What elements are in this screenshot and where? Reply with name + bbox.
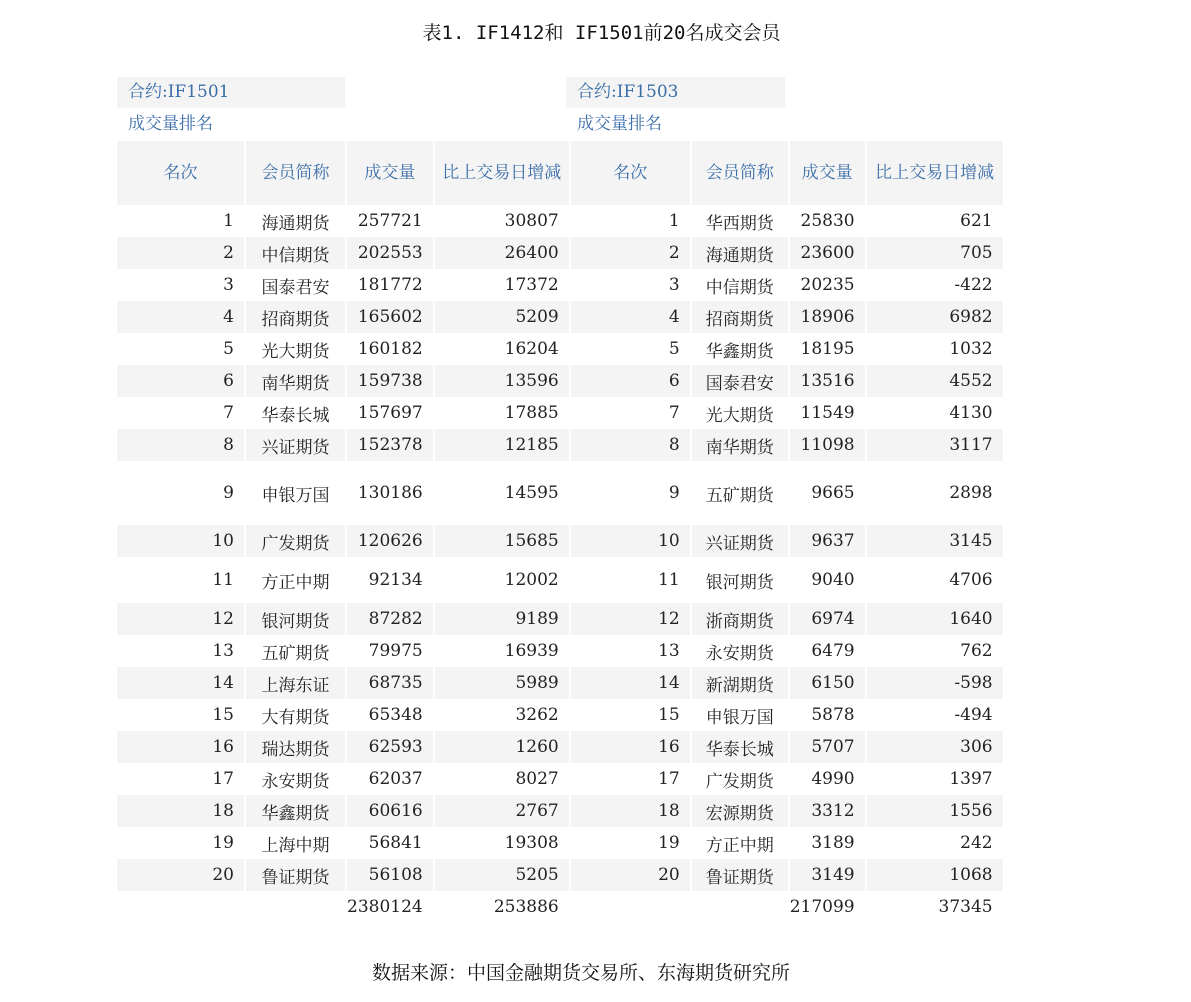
volume-cell: 257721 <box>346 205 434 237</box>
member-cell: 国泰君安 <box>691 365 789 397</box>
table-row <box>117 763 1004 795</box>
volume-cell: 159738 <box>346 365 434 397</box>
rank-cell: 4 <box>570 301 691 333</box>
volume-cell: 20235 <box>789 269 866 301</box>
rank-cell: 17 <box>570 763 691 795</box>
volume-cell: 56108 <box>346 859 434 891</box>
volume-cell: 9040 <box>789 557 866 603</box>
header-rank: 名次 <box>117 141 245 205</box>
rank-cell: 8 <box>117 429 245 461</box>
table-row <box>117 269 1004 301</box>
rank-cell: 4 <box>117 301 245 333</box>
table-row <box>117 731 1004 763</box>
member-cell: 申银万国 <box>245 461 346 525</box>
change-cell: 30807 <box>434 205 570 237</box>
member-cell: 招商期货 <box>245 301 346 333</box>
volume-cell: 3189 <box>789 827 866 859</box>
volume-cell: 120626 <box>346 525 434 557</box>
change-cell: 5209 <box>434 301 570 333</box>
change-cell: 26400 <box>434 237 570 269</box>
member-cell: 新湖期货 <box>691 667 789 699</box>
rank-cell: 11 <box>570 557 691 603</box>
rank-cell: 11 <box>117 557 245 603</box>
change-cell: 3145 <box>866 525 1004 557</box>
rank-cell: 12 <box>117 603 245 635</box>
table-row <box>117 429 1004 461</box>
member-cell: 中信期货 <box>245 237 346 269</box>
table-row <box>117 699 1004 731</box>
member-cell: 华西期货 <box>691 205 789 237</box>
member-cell: 申银万国 <box>691 699 789 731</box>
member-cell: 广发期货 <box>691 763 789 795</box>
rank-cell: 6 <box>570 365 691 397</box>
volume-cell: 181772 <box>346 269 434 301</box>
member-cell: 大有期货 <box>245 699 346 731</box>
change-cell: 705 <box>866 237 1004 269</box>
volume-cell: 4990 <box>789 763 866 795</box>
member-cell: 永安期货 <box>245 763 346 795</box>
left-ranking-label: 成交量排名 <box>128 114 213 134</box>
header-rank: 名次 <box>570 141 691 205</box>
change-cell: 16939 <box>434 635 570 667</box>
table-title: 表1. IF1412和 IF1501前20名成交会员 <box>422 22 781 44</box>
volume-cell: 9637 <box>789 525 866 557</box>
volume-cell: 79975 <box>346 635 434 667</box>
header-change: 比上交易日增减 <box>434 141 570 205</box>
header-volume: 成交量 <box>789 141 866 205</box>
table-row <box>117 667 1004 699</box>
rank-cell: 13 <box>570 635 691 667</box>
change-cell: 1556 <box>866 795 1004 827</box>
member-cell: 华鑫期货 <box>691 333 789 365</box>
header-member: 会员简称 <box>691 141 789 205</box>
member-cell: 方正中期 <box>245 557 346 603</box>
member-cell: 海通期货 <box>245 205 346 237</box>
volume-cell: 3149 <box>789 859 866 891</box>
rank-cell: 17 <box>117 763 245 795</box>
volume-cell: 6150 <box>789 667 866 699</box>
table-row <box>117 557 1004 603</box>
table-row <box>117 859 1004 891</box>
volume-cell: 11549 <box>789 397 866 429</box>
change-cell: 9189 <box>434 603 570 635</box>
member-cell: 方正中期 <box>691 827 789 859</box>
volume-cell: 217099 <box>789 891 866 923</box>
change-cell: 5205 <box>434 859 570 891</box>
rank-cell: 3 <box>570 269 691 301</box>
change-cell: -494 <box>866 699 1004 731</box>
rank-cell: 7 <box>117 397 245 429</box>
change-cell: 1640 <box>866 603 1004 635</box>
rank-cell: 3 <box>117 269 245 301</box>
change-cell: 2898 <box>866 461 1004 525</box>
change-cell: 4706 <box>866 557 1004 603</box>
volume-cell: 56841 <box>346 827 434 859</box>
rank-cell: 14 <box>117 667 245 699</box>
member-cell: 光大期货 <box>245 333 346 365</box>
table-row <box>117 603 1004 635</box>
table-row <box>117 397 1004 429</box>
rank-cell: 8 <box>570 429 691 461</box>
volume-cell: 92134 <box>346 557 434 603</box>
table-row <box>117 333 1004 365</box>
table-row <box>117 795 1004 827</box>
volume-cell: 18195 <box>789 333 866 365</box>
volume-cell: 202553 <box>346 237 434 269</box>
volume-cell: 152378 <box>346 429 434 461</box>
member-cell: 五矿期货 <box>691 461 789 525</box>
member-cell: 中信期货 <box>691 269 789 301</box>
rank-cell: 1 <box>117 205 245 237</box>
table-row <box>117 461 1004 525</box>
volume-cell: 62593 <box>346 731 434 763</box>
change-cell: 4552 <box>866 365 1004 397</box>
change-cell: 242 <box>866 827 1004 859</box>
rank-cell: 15 <box>570 699 691 731</box>
volume-cell: 60616 <box>346 795 434 827</box>
volume-cell: 18906 <box>789 301 866 333</box>
right-contract-label: 合约:IF1503 <box>566 77 785 108</box>
member-cell: 浙商期货 <box>691 603 789 635</box>
member-cell: 五矿期货 <box>245 635 346 667</box>
volume-cell: 62037 <box>346 763 434 795</box>
volume-cell: 68735 <box>346 667 434 699</box>
change-cell: 4130 <box>866 397 1004 429</box>
table-row <box>117 635 1004 667</box>
member-cell: 瑞达期货 <box>245 731 346 763</box>
header-change: 比上交易日增减 <box>866 141 1004 205</box>
change-cell: 16204 <box>434 333 570 365</box>
volume-cell: 25830 <box>789 205 866 237</box>
data-source-note: 数据来源：中国金融期货交易所、东海期货研究所 <box>371 962 790 984</box>
volume-cell: 11098 <box>789 429 866 461</box>
change-cell: 2767 <box>434 795 570 827</box>
right-ranking-label: 成交量排名 <box>577 114 662 134</box>
change-cell: 3117 <box>866 429 1004 461</box>
member-cell: 海通期货 <box>691 237 789 269</box>
rank-cell: 20 <box>570 859 691 891</box>
rank-cell: 5 <box>117 333 245 365</box>
change-cell: 13596 <box>434 365 570 397</box>
rank-cell: 5 <box>570 333 691 365</box>
change-cell: 1032 <box>866 333 1004 365</box>
volume-cell: 157697 <box>346 397 434 429</box>
member-cell: 银河期货 <box>245 603 346 635</box>
member-cell: 华泰长城 <box>245 397 346 429</box>
change-cell: 306 <box>866 731 1004 763</box>
change-cell: 12002 <box>434 557 570 603</box>
volume-cell: 3312 <box>789 795 866 827</box>
rank-cell: 20 <box>117 859 245 891</box>
table-row <box>117 237 1004 269</box>
volume-cell: 5878 <box>789 699 866 731</box>
volume-cell: 160182 <box>346 333 434 365</box>
member-cell: 宏源期货 <box>691 795 789 827</box>
member-cell: 华鑫期货 <box>245 795 346 827</box>
member-cell: 鲁证期货 <box>691 859 789 891</box>
table-row <box>117 301 1004 333</box>
change-cell: 762 <box>866 635 1004 667</box>
member-cell: 银河期货 <box>691 557 789 603</box>
member-cell: 鲁证期货 <box>245 859 346 891</box>
header-volume: 成交量 <box>346 141 434 205</box>
table-row <box>117 525 1004 557</box>
rank-cell: 1 <box>570 205 691 237</box>
header-member: 会员简称 <box>245 141 346 205</box>
rank-cell: 19 <box>117 827 245 859</box>
change-cell: 1068 <box>866 859 1004 891</box>
rank-cell: 9 <box>570 461 691 525</box>
table-row <box>117 205 1004 237</box>
member-cell <box>245 891 346 923</box>
volume-cell: 165602 <box>346 301 434 333</box>
table-header-row <box>117 141 1004 205</box>
change-cell: 621 <box>866 205 1004 237</box>
rank-cell: 16 <box>570 731 691 763</box>
rank-cell: 14 <box>570 667 691 699</box>
volume-cell: 9665 <box>789 461 866 525</box>
member-cell: 永安期货 <box>691 635 789 667</box>
change-cell: -422 <box>866 269 1004 301</box>
change-cell: 6982 <box>866 301 1004 333</box>
change-cell: -598 <box>866 667 1004 699</box>
volume-cell: 6479 <box>789 635 866 667</box>
rank-cell: 10 <box>570 525 691 557</box>
change-cell: 253886 <box>434 891 570 923</box>
member-cell: 招商期货 <box>691 301 789 333</box>
volume-cell: 23600 <box>789 237 866 269</box>
change-cell: 15685 <box>434 525 570 557</box>
change-cell: 8027 <box>434 763 570 795</box>
member-cell: 光大期货 <box>691 397 789 429</box>
volume-cell: 2380124 <box>346 891 434 923</box>
rank-cell: 2 <box>570 237 691 269</box>
change-cell: 12185 <box>434 429 570 461</box>
volume-cell: 87282 <box>346 603 434 635</box>
rank-cell: 7 <box>570 397 691 429</box>
member-cell: 上海东证 <box>245 667 346 699</box>
table-row <box>117 365 1004 397</box>
change-cell: 17372 <box>434 269 570 301</box>
volume-cell: 65348 <box>346 699 434 731</box>
volume-cell: 6974 <box>789 603 866 635</box>
member-cell <box>691 891 789 923</box>
change-cell: 1397 <box>866 763 1004 795</box>
member-cell: 上海中期 <box>245 827 346 859</box>
rank-cell: 12 <box>570 603 691 635</box>
rank-cell: 18 <box>117 795 245 827</box>
rank-cell: 16 <box>117 731 245 763</box>
member-cell: 南华期货 <box>691 429 789 461</box>
member-cell: 广发期货 <box>245 525 346 557</box>
member-cell: 兴证期货 <box>245 429 346 461</box>
change-cell: 1260 <box>434 731 570 763</box>
volume-cell: 130186 <box>346 461 434 525</box>
rank-cell: 6 <box>117 365 245 397</box>
change-cell: 14595 <box>434 461 570 525</box>
member-cell: 兴证期货 <box>691 525 789 557</box>
left-contract-label: 合约:IF1501 <box>117 77 345 108</box>
change-cell: 37345 <box>866 891 1004 923</box>
change-cell: 3262 <box>434 699 570 731</box>
rank-cell: 13 <box>117 635 245 667</box>
table-row <box>117 827 1004 859</box>
rank-cell: 19 <box>570 827 691 859</box>
volume-cell: 5707 <box>789 731 866 763</box>
total-row <box>117 891 1004 923</box>
member-cell: 南华期货 <box>245 365 346 397</box>
rank-cell <box>117 891 245 923</box>
rank-cell: 18 <box>570 795 691 827</box>
change-cell: 5989 <box>434 667 570 699</box>
change-cell: 19308 <box>434 827 570 859</box>
change-cell: 17885 <box>434 397 570 429</box>
rank-cell: 15 <box>117 699 245 731</box>
rank-cell: 9 <box>117 461 245 525</box>
rank-cell: 2 <box>117 237 245 269</box>
volume-cell: 13516 <box>789 365 866 397</box>
member-cell: 华泰长城 <box>691 731 789 763</box>
ranking-table <box>117 141 1005 923</box>
member-cell: 国泰君安 <box>245 269 346 301</box>
rank-cell: 10 <box>117 525 245 557</box>
rank-cell <box>570 891 691 923</box>
